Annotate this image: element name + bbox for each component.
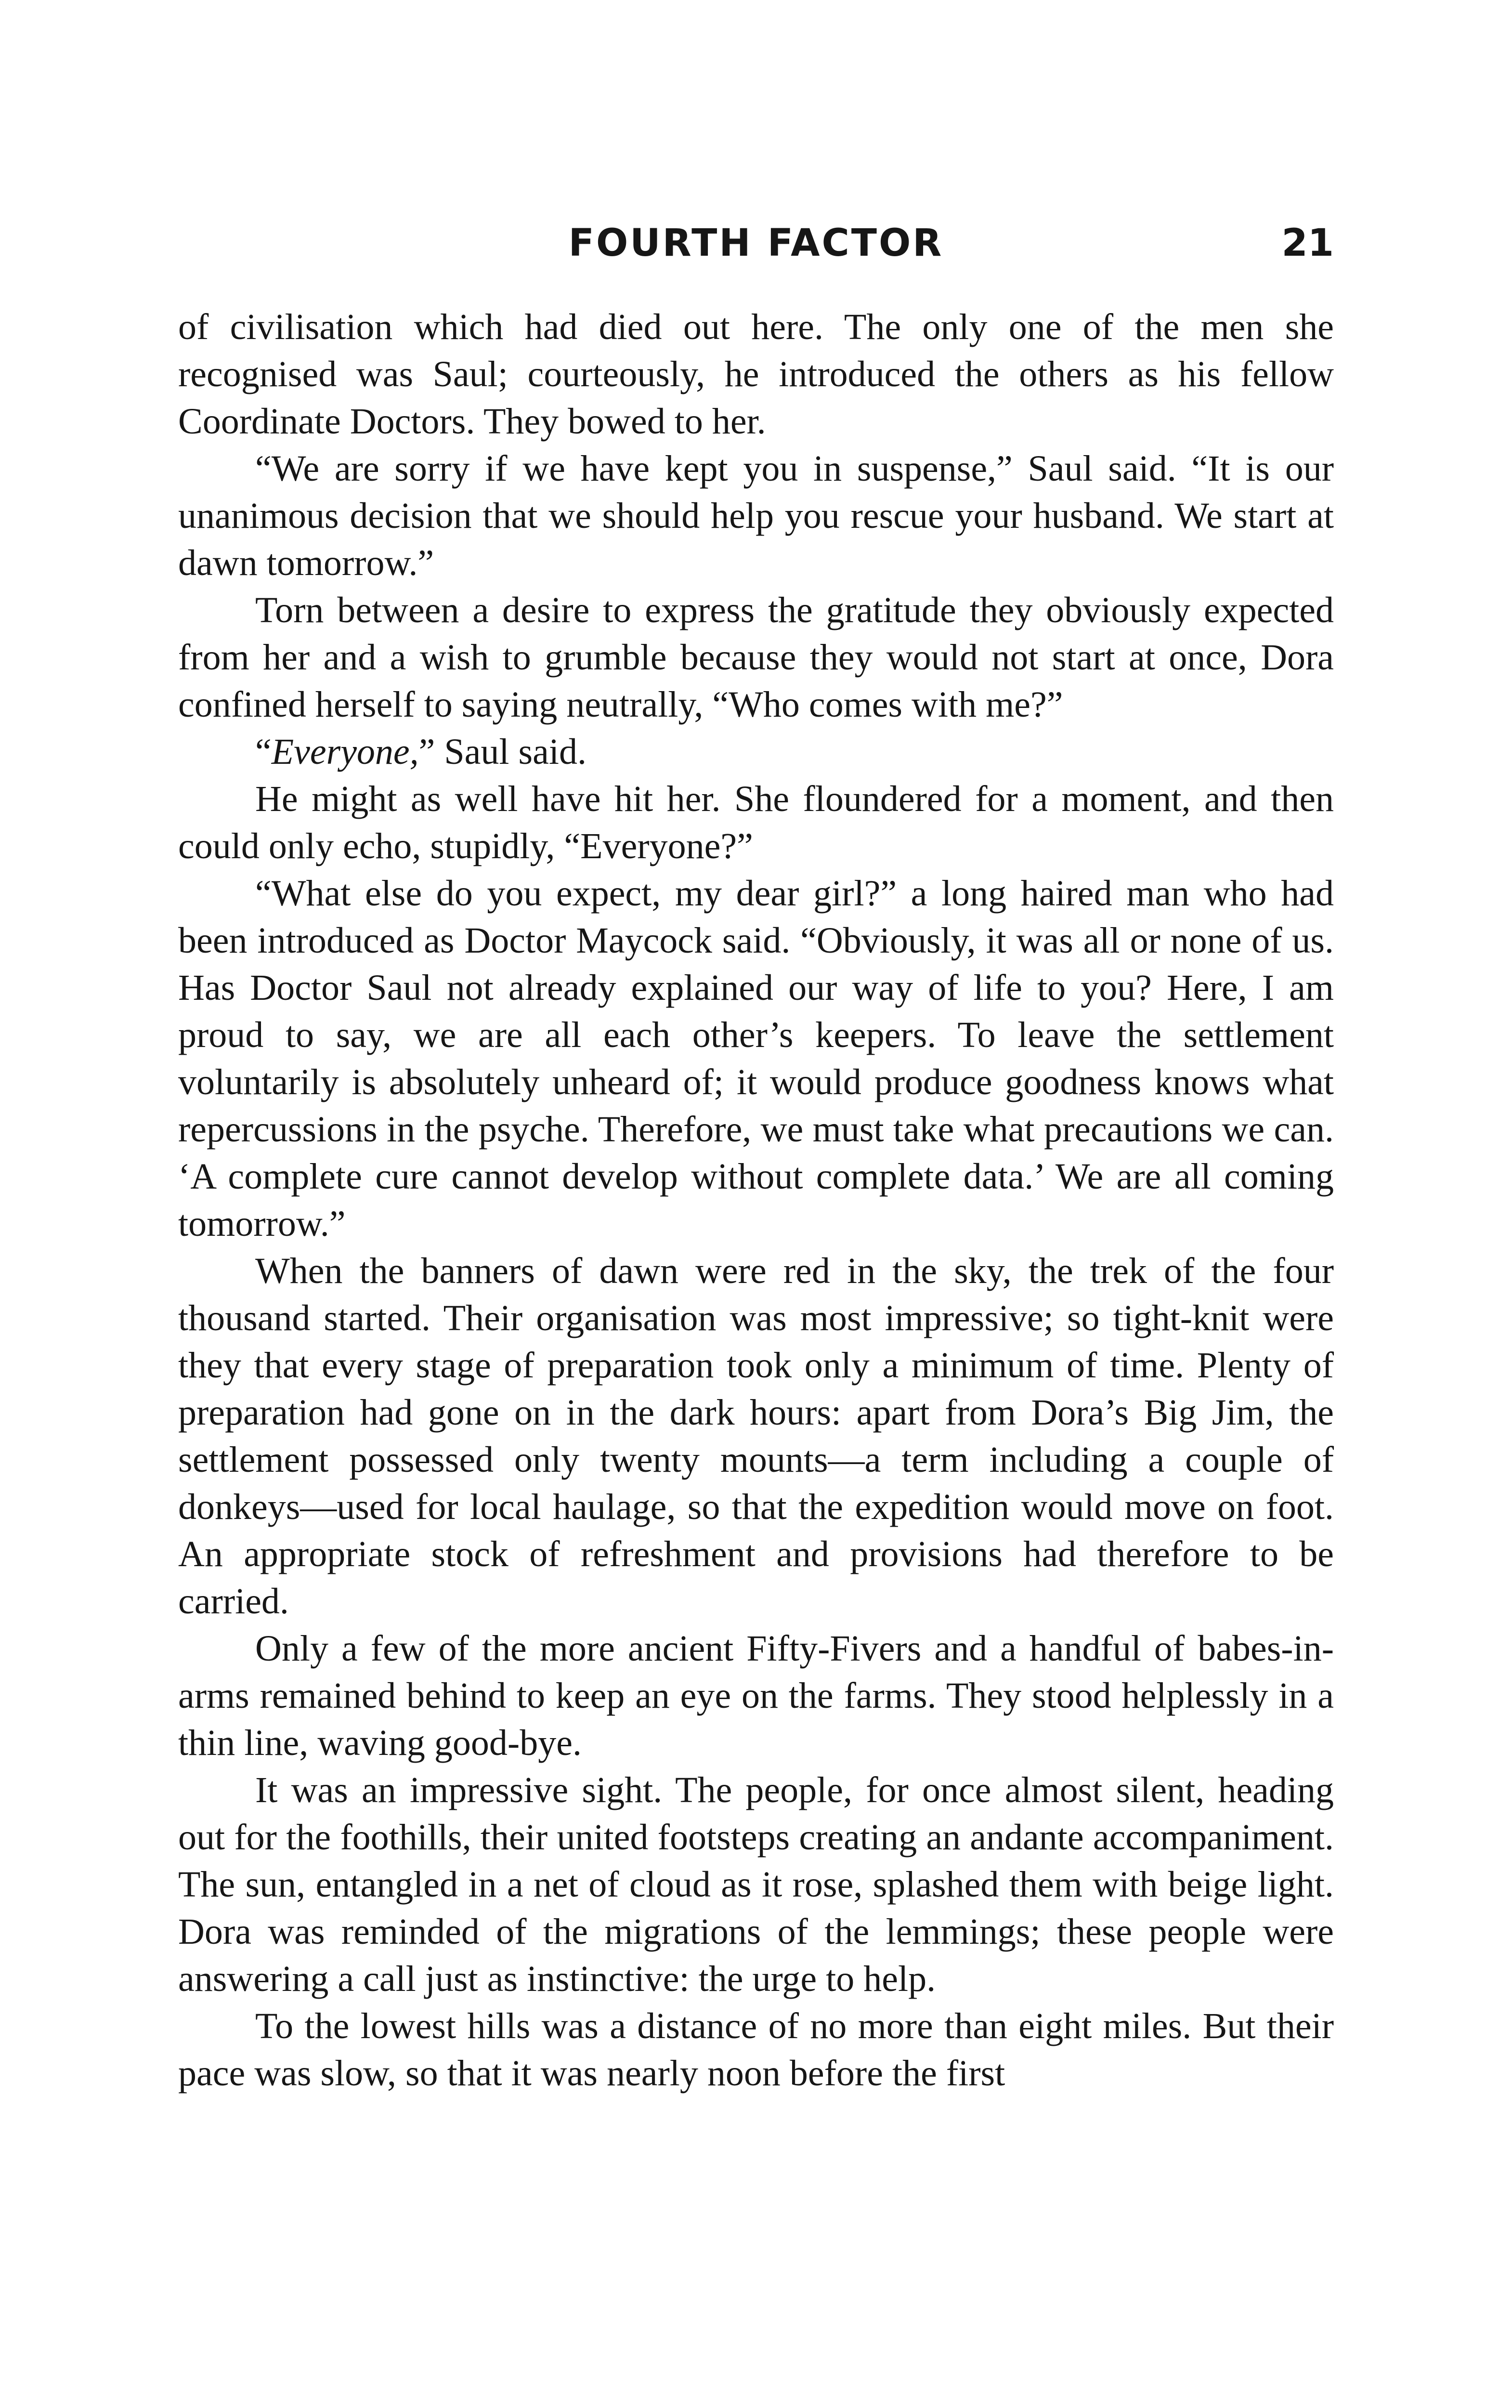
paragraph: “We are sorry if we have kept you in suspense,” Saul said. “It is our unanimous decision that we should help you rescue your husband. We start at dawn tomorrow.” [178,448,1334,583]
paragraph-continuation: of civilisation which had died out here. The only one of the men she recognised was Saul; courteously, he introduced the others as his fellow Coordinate Doctors. They bowed to her. [178,307,1334,442]
paragraph: When the banners of dawn were red in the sky, the trek of the four thousand started. Their organisation was most impressive; so tight-knit were they that every stage of preparation took only a minimum of time. Plenty of preparation had gone on in the dark hours: apart from Dora’s Big Jim, the settlement possessed only twenty mounts—a term including a couple of donkeys—used for local haulage, so that the expedition would move on foot. An appropriate stock of refreshment and provisions had therefore to be carried. [178,1251,1334,1622]
paragraph: “What else do you expect, my dear girl?” a long haired man who had been introduced as Doctor Maycock said. “Obviously, it was all or none of us. Has Doctor Saul not already explained our way of life to you? Here, I am proud to say, we are all each other’s keepers. To leave the settlement voluntarily is absolutely unheard of; it would produce goodness knows what repercussions in the psyche. Therefore, we must take what precautions we can. ‘A complete cure cannot develop without complete data.’ We are all coming tomorrow.” [178,873,1334,1244]
running-title: FOURTH FACTOR [568,222,944,265]
page-header [178,212,1334,270]
paragraph: Only a few of the more ancient Fifty-Fivers and a handful of babes-in-arms remained behind to keep an eye on the farms. They stood helplessly in a thin line, waving good-bye. [178,1628,1334,1763]
paragraph: He might as well have hit her. She floundered for a moment, and then could only echo, stupidly, “Everyone?” [178,779,1334,866]
paragraph: “Everyone,” Saul said. [255,732,587,772]
paragraph: Torn between a desire to express the gratitude they obviously expected from her and a wish to grumble because they would not start at once, Dora confined herself to saying neutrally, “Who comes with me?” [178,590,1334,725]
paragraph: To the lowest hills was a distance of no more than eight miles. But their pace was slow, so that it was nearly noon before the first [178,2006,1334,2094]
paragraph: It was an impressive sight. The people, for once almost silent, heading out for the foothills, their united footsteps creating an andante accompaniment. The sun, entangled in a net of cloud as it rose, splashed them with beige light. Dora was reminded of the migrations of the lemmings; these people were answering a call just as instinctive: the urge to help. [178,1770,1334,1999]
body-text [178,303,1334,2097]
page-number: 21 [1281,222,1334,265]
